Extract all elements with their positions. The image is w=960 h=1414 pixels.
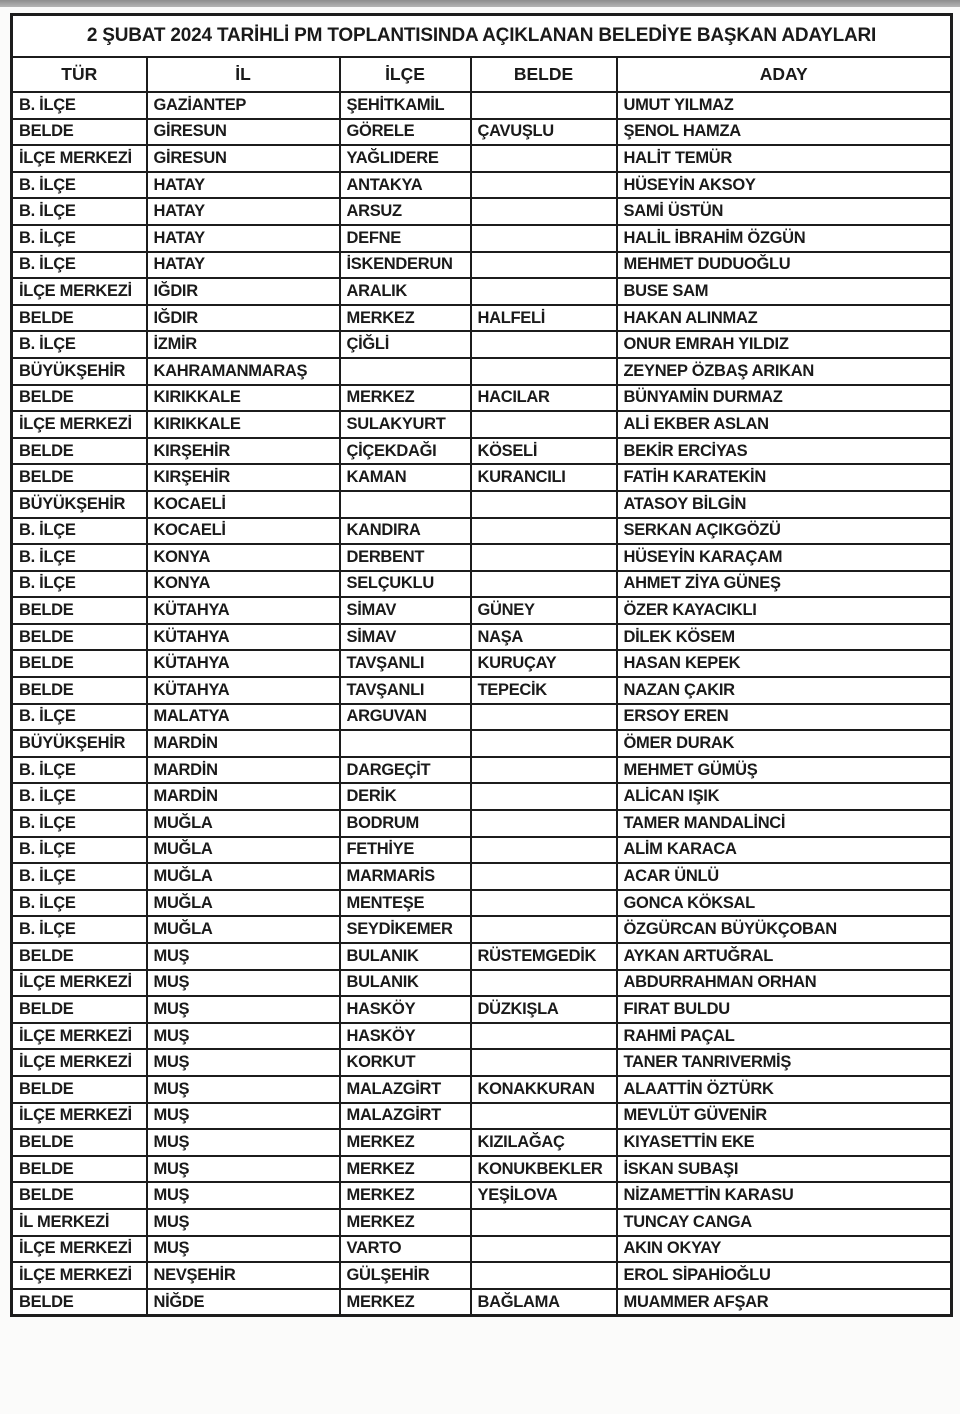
cell-aday: TANER TANRIVERMİŞ — [617, 1049, 952, 1076]
cell-belde: TEPECİK — [471, 677, 617, 704]
cell-il: GİRESUN — [147, 145, 340, 172]
cell-il: KAHRAMANMARAŞ — [147, 358, 340, 385]
cell-ilce: MERKEZ — [340, 305, 471, 332]
cell-belde: DÜZKIŞLA — [471, 996, 617, 1023]
cell-belde — [471, 411, 617, 438]
cell-belde — [471, 757, 617, 784]
cell-tur: BÜYÜKŞEHİR — [12, 491, 147, 518]
cell-il: MARDİN — [147, 730, 340, 757]
cell-belde — [471, 863, 617, 890]
cell-il: GAZİANTEP — [147, 92, 340, 119]
cell-tur: BELDE — [12, 677, 147, 704]
cell-il: IĞDIR — [147, 305, 340, 332]
cell-belde — [471, 198, 617, 225]
cell-il: MUĞLA — [147, 837, 340, 864]
cell-il: MUĞLA — [147, 863, 340, 890]
candidates-table — [10, 13, 953, 1317]
cell-tur: BELDE — [12, 385, 147, 412]
cell-belde — [471, 225, 617, 252]
cell-aday: SERKAN AÇIKGÖZÜ — [617, 518, 952, 545]
cell-aday: FATİH KARATEKİN — [617, 464, 952, 491]
cell-ilce: MERKEZ — [340, 1182, 471, 1209]
cell-il: İZMİR — [147, 331, 340, 358]
cell-tur: BELDE — [12, 597, 147, 624]
cell-tur: B. İLÇE — [12, 544, 147, 571]
cell-ilce: TAVŞANLI — [340, 650, 471, 677]
table-row — [12, 1262, 952, 1289]
table-row — [12, 1023, 952, 1050]
cell-ilce: FETHİYE — [340, 837, 471, 864]
cell-il: MUŞ — [147, 1076, 340, 1103]
cell-tur: B. İLÇE — [12, 518, 147, 545]
title-row — [12, 15, 952, 58]
cell-belde — [471, 571, 617, 598]
scan-edge-strip — [0, 0, 960, 7]
table-row — [12, 331, 952, 358]
cell-ilce: BULANIK — [340, 943, 471, 970]
table-row — [12, 1076, 952, 1103]
cell-ilce: KANDIRA — [340, 518, 471, 545]
table-row — [12, 1129, 952, 1156]
table-row — [12, 1049, 952, 1076]
cell-belde: BAĞLAMA — [471, 1289, 617, 1316]
cell-il: HATAY — [147, 225, 340, 252]
cell-tur: BELDE — [12, 1182, 147, 1209]
cell-il: KIRIKKALE — [147, 411, 340, 438]
cell-tur: B. İLÇE — [12, 331, 147, 358]
cell-belde — [471, 704, 617, 731]
table-row — [12, 225, 952, 252]
cell-il: KOCAELİ — [147, 518, 340, 545]
cell-il: HATAY — [147, 252, 340, 279]
cell-il: MUŞ — [147, 943, 340, 970]
cell-il: MUŞ — [147, 1103, 340, 1130]
cell-aday: ONUR EMRAH YILDIZ — [617, 331, 952, 358]
cell-ilce — [340, 358, 471, 385]
cell-il: MARDİN — [147, 783, 340, 810]
column-header-il: İL — [147, 57, 340, 92]
cell-tur: İLÇE MERKEZİ — [12, 278, 147, 305]
table-body — [12, 92, 952, 1316]
cell-tur: B. İLÇE — [12, 916, 147, 943]
cell-aday: ŞENOL HAMZA — [617, 119, 952, 146]
table-row — [12, 145, 952, 172]
cell-aday: AYKAN ARTUĞRAL — [617, 943, 952, 970]
cell-ilce: BULANIK — [340, 970, 471, 997]
cell-aday: GONCA KÖKSAL — [617, 890, 952, 917]
cell-aday: ALAATTİN ÖZTÜRK — [617, 1076, 952, 1103]
cell-ilce: MARMARİS — [340, 863, 471, 890]
table-row — [12, 438, 952, 465]
cell-belde: HACILAR — [471, 385, 617, 412]
cell-il: MUŞ — [147, 996, 340, 1023]
candidates-table-wrap — [10, 13, 950, 1317]
cell-aday: BUSE SAM — [617, 278, 952, 305]
cell-ilce: KORKUT — [340, 1049, 471, 1076]
cell-tur: BELDE — [12, 650, 147, 677]
cell-tur: B. İLÇE — [12, 837, 147, 864]
cell-belde: KIZILAĞAÇ — [471, 1129, 617, 1156]
cell-il: MUŞ — [147, 1209, 340, 1236]
cell-il: MUŞ — [147, 1156, 340, 1183]
column-header-belde: BELDE — [471, 57, 617, 92]
cell-ilce: SULAKYURT — [340, 411, 471, 438]
cell-ilce: MERKEZ — [340, 1209, 471, 1236]
cell-il: KONYA — [147, 571, 340, 598]
cell-belde: KURUÇAY — [471, 650, 617, 677]
cell-aday: BÜNYAMİN DURMAZ — [617, 385, 952, 412]
cell-ilce: ÇİĞLİ — [340, 331, 471, 358]
cell-aday: MUAMMER AFŞAR — [617, 1289, 952, 1316]
table-row — [12, 1289, 952, 1316]
cell-tur: B. İLÇE — [12, 810, 147, 837]
table-row — [12, 278, 952, 305]
cell-ilce: GÜLŞEHİR — [340, 1262, 471, 1289]
cell-tur: B. İLÇE — [12, 225, 147, 252]
cell-ilce: MALAZGİRT — [340, 1076, 471, 1103]
cell-ilce: ARALIK — [340, 278, 471, 305]
cell-il: KÜTAHYA — [147, 597, 340, 624]
cell-aday: NİZAMETTİN KARASU — [617, 1182, 952, 1209]
cell-aday: ALİM KARACA — [617, 837, 952, 864]
cell-ilce: ÇİÇEKDAĞI — [340, 438, 471, 465]
cell-belde: GÜNEY — [471, 597, 617, 624]
cell-tur: İLÇE MERKEZİ — [12, 1049, 147, 1076]
cell-belde — [471, 278, 617, 305]
cell-ilce: ARGUVAN — [340, 704, 471, 731]
cell-ilce: İSKENDERUN — [340, 252, 471, 279]
table-row — [12, 757, 952, 784]
table-row — [12, 571, 952, 598]
table-row — [12, 916, 952, 943]
cell-tur: B. İLÇE — [12, 92, 147, 119]
cell-tur: BELDE — [12, 1289, 147, 1316]
column-header-tur: TÜR — [12, 57, 147, 92]
cell-aday: HASAN KEPEK — [617, 650, 952, 677]
cell-belde — [471, 1103, 617, 1130]
cell-ilce: DERİK — [340, 783, 471, 810]
table-row — [12, 730, 952, 757]
cell-tur: B. İLÇE — [12, 571, 147, 598]
table-row — [12, 411, 952, 438]
cell-ilce: SİMAV — [340, 624, 471, 651]
cell-belde — [471, 890, 617, 917]
table-row — [12, 597, 952, 624]
cell-belde — [471, 1023, 617, 1050]
cell-tur: BÜYÜKŞEHİR — [12, 730, 147, 757]
table-row — [12, 650, 952, 677]
cell-aday: FIRAT BULDU — [617, 996, 952, 1023]
cell-belde — [471, 145, 617, 172]
cell-tur: BÜYÜKŞEHİR — [12, 358, 147, 385]
cell-ilce: MERKEZ — [340, 385, 471, 412]
table-row — [12, 1182, 952, 1209]
table-row — [12, 863, 952, 890]
cell-belde — [471, 970, 617, 997]
table-row — [12, 783, 952, 810]
cell-aday: HAKAN ALINMAZ — [617, 305, 952, 332]
cell-belde: KONUKBEKLER — [471, 1156, 617, 1183]
column-header-aday: ADAY — [617, 57, 952, 92]
cell-il: KÜTAHYA — [147, 624, 340, 651]
cell-ilce: YAĞLIDERE — [340, 145, 471, 172]
table-row — [12, 252, 952, 279]
cell-aday: MEHMET GÜMÜŞ — [617, 757, 952, 784]
table-row — [12, 1156, 952, 1183]
cell-tur: BELDE — [12, 305, 147, 332]
cell-belde — [471, 172, 617, 199]
cell-belde — [471, 837, 617, 864]
cell-ilce: MALAZGİRT — [340, 1103, 471, 1130]
cell-aday: ÖMER DURAK — [617, 730, 952, 757]
table-row — [12, 1209, 952, 1236]
cell-il: NİĞDE — [147, 1289, 340, 1316]
cell-il: MUĞLA — [147, 916, 340, 943]
table-row — [12, 890, 952, 917]
cell-tur: BELDE — [12, 1076, 147, 1103]
cell-ilce: HASKÖY — [340, 1023, 471, 1050]
cell-belde — [471, 783, 617, 810]
cell-belde — [471, 1209, 617, 1236]
table-row — [12, 624, 952, 651]
cell-aday: EROL SİPAHİOĞLU — [617, 1262, 952, 1289]
table-row — [12, 970, 952, 997]
cell-belde — [471, 491, 617, 518]
cell-aday: HÜSEYİN AKSOY — [617, 172, 952, 199]
cell-ilce: MENTEŞE — [340, 890, 471, 917]
cell-aday: ÖZGÜRCAN BÜYÜKÇOBAN — [617, 916, 952, 943]
cell-tur: B. İLÇE — [12, 704, 147, 731]
table-row — [12, 305, 952, 332]
cell-il: KÜTAHYA — [147, 650, 340, 677]
cell-aday: ERSOY EREN — [617, 704, 952, 731]
table-row — [12, 837, 952, 864]
cell-tur: İLÇE MERKEZİ — [12, 1023, 147, 1050]
cell-aday: ALİCAN IŞIK — [617, 783, 952, 810]
cell-aday: İSKAN SUBAŞI — [617, 1156, 952, 1183]
cell-ilce: ŞEHİTKAMİL — [340, 92, 471, 119]
table-row — [12, 518, 952, 545]
cell-ilce: ARSUZ — [340, 198, 471, 225]
cell-tur: BELDE — [12, 1156, 147, 1183]
cell-tur: İLÇE MERKEZİ — [12, 1262, 147, 1289]
table-row — [12, 704, 952, 731]
cell-tur: İLÇE MERKEZİ — [12, 145, 147, 172]
cell-tur: İLÇE MERKEZİ — [12, 411, 147, 438]
cell-tur: BELDE — [12, 464, 147, 491]
cell-tur: B. İLÇE — [12, 252, 147, 279]
table-row — [12, 198, 952, 225]
cell-ilce: ANTAKYA — [340, 172, 471, 199]
cell-il: HATAY — [147, 172, 340, 199]
cell-aday: ZEYNEP ÖZBAŞ ARIKAN — [617, 358, 952, 385]
cell-aday: HALİT TEMÜR — [617, 145, 952, 172]
cell-aday: ABDURRAHMAN ORHAN — [617, 970, 952, 997]
cell-il: KIRŞEHİR — [147, 464, 340, 491]
cell-belde — [471, 358, 617, 385]
cell-ilce: MERKEZ — [340, 1129, 471, 1156]
cell-aday: ATASOY BİLGİN — [617, 491, 952, 518]
cell-tur: İL MERKEZİ — [12, 1209, 147, 1236]
cell-belde: KÖSELİ — [471, 438, 617, 465]
cell-il: MUŞ — [147, 970, 340, 997]
cell-aday: MEVLÜT GÜVENİR — [617, 1103, 952, 1130]
table-row — [12, 491, 952, 518]
column-header-ilce: İLÇE — [340, 57, 471, 92]
table-row — [12, 385, 952, 412]
table-row — [12, 677, 952, 704]
cell-tur: BELDE — [12, 943, 147, 970]
table-row — [12, 464, 952, 491]
cell-belde: ÇAVUŞLU — [471, 119, 617, 146]
cell-aday: AHMET ZİYA GÜNEŞ — [617, 571, 952, 598]
table-row — [12, 1103, 952, 1130]
cell-ilce — [340, 491, 471, 518]
cell-aday: DİLEK KÖSEM — [617, 624, 952, 651]
cell-aday: SAMİ ÜSTÜN — [617, 198, 952, 225]
cell-aday: RAHMİ PAÇAL — [617, 1023, 952, 1050]
cell-belde — [471, 810, 617, 837]
cell-il: KONYA — [147, 544, 340, 571]
table-row — [12, 544, 952, 571]
cell-tur: BELDE — [12, 624, 147, 651]
cell-belde — [471, 252, 617, 279]
cell-aday: TUNCAY CANGA — [617, 1209, 952, 1236]
cell-ilce: TAVŞANLI — [340, 677, 471, 704]
cell-il: MALATYA — [147, 704, 340, 731]
cell-aday: ÖZER KAYACIKLI — [617, 597, 952, 624]
cell-il: MUŞ — [147, 1023, 340, 1050]
cell-aday: HÜSEYİN KARAÇAM — [617, 544, 952, 571]
cell-belde — [471, 730, 617, 757]
cell-belde: RÜSTEMGEDİK — [471, 943, 617, 970]
cell-aday: MEHMET DUDUOĞLU — [617, 252, 952, 279]
cell-ilce: KAMAN — [340, 464, 471, 491]
cell-ilce: BODRUM — [340, 810, 471, 837]
cell-ilce: MERKEZ — [340, 1156, 471, 1183]
table-head — [12, 15, 952, 93]
cell-aday: TAMER MANDALİNCİ — [617, 810, 952, 837]
document-title: 2 ŞUBAT 2024 TARİHLİ PM TOPLANTISINDA AÇIKLANAN BELEDİYE BAŞKAN ADAYLARI — [12, 15, 952, 58]
cell-belde — [471, 92, 617, 119]
cell-il: HATAY — [147, 198, 340, 225]
cell-ilce: DEFNE — [340, 225, 471, 252]
cell-tur: B. İLÇE — [12, 757, 147, 784]
cell-tur: B. İLÇE — [12, 890, 147, 917]
cell-belde — [471, 1049, 617, 1076]
cell-il: KOCAELİ — [147, 491, 340, 518]
table-row — [12, 1236, 952, 1263]
cell-il: KIRŞEHİR — [147, 438, 340, 465]
cell-tur: B. İLÇE — [12, 198, 147, 225]
cell-belde — [471, 1262, 617, 1289]
cell-belde: YEŞİLOVA — [471, 1182, 617, 1209]
cell-tur: B. İLÇE — [12, 172, 147, 199]
cell-tur: İLÇE MERKEZİ — [12, 1236, 147, 1263]
table-row — [12, 810, 952, 837]
table-row — [12, 996, 952, 1023]
cell-ilce: SEYDİKEMER — [340, 916, 471, 943]
cell-aday: BEKİR ERCİYAS — [617, 438, 952, 465]
cell-tur: B. İLÇE — [12, 783, 147, 810]
cell-ilce: SİMAV — [340, 597, 471, 624]
table-row — [12, 943, 952, 970]
cell-aday: NAZAN ÇAKIR — [617, 677, 952, 704]
cell-belde: NAŞA — [471, 624, 617, 651]
cell-belde — [471, 518, 617, 545]
table-row — [12, 92, 952, 119]
cell-il: MARDİN — [147, 757, 340, 784]
cell-il: MUŞ — [147, 1236, 340, 1263]
cell-il: IĞDIR — [147, 278, 340, 305]
cell-ilce — [340, 730, 471, 757]
table-row — [12, 119, 952, 146]
cell-tur: BELDE — [12, 996, 147, 1023]
cell-il: KÜTAHYA — [147, 677, 340, 704]
cell-il: KIRIKKALE — [147, 385, 340, 412]
cell-ilce: DARGEÇİT — [340, 757, 471, 784]
cell-tur: İLÇE MERKEZİ — [12, 1103, 147, 1130]
cell-belde: KURANCILI — [471, 464, 617, 491]
cell-aday: ALİ EKBER ASLAN — [617, 411, 952, 438]
cell-belde: KONAKKURAN — [471, 1076, 617, 1103]
cell-aday: ACAR ÜNLÜ — [617, 863, 952, 890]
cell-ilce: SELÇUKLU — [340, 571, 471, 598]
cell-belde — [471, 916, 617, 943]
cell-il: MUŞ — [147, 1182, 340, 1209]
cell-il: MUŞ — [147, 1129, 340, 1156]
cell-belde: HALFELİ — [471, 305, 617, 332]
cell-il: MUŞ — [147, 1049, 340, 1076]
cell-aday: KIYASETTİN EKE — [617, 1129, 952, 1156]
column-header-row — [12, 57, 952, 92]
cell-ilce: VARTO — [340, 1236, 471, 1263]
cell-il: NEVŞEHİR — [147, 1262, 340, 1289]
cell-il: MUĞLA — [147, 810, 340, 837]
cell-il: GİRESUN — [147, 119, 340, 146]
cell-ilce: HASKÖY — [340, 996, 471, 1023]
cell-il: MUĞLA — [147, 890, 340, 917]
cell-tur: BELDE — [12, 119, 147, 146]
cell-aday: HALİL İBRAHİM ÖZGÜN — [617, 225, 952, 252]
cell-tur: İLÇE MERKEZİ — [12, 970, 147, 997]
cell-ilce: DERBENT — [340, 544, 471, 571]
cell-belde — [471, 331, 617, 358]
cell-ilce: GÖRELE — [340, 119, 471, 146]
cell-belde — [471, 1236, 617, 1263]
cell-tur: BELDE — [12, 438, 147, 465]
table-row — [12, 358, 952, 385]
cell-ilce: MERKEZ — [340, 1289, 471, 1316]
table-row — [12, 172, 952, 199]
cell-tur: B. İLÇE — [12, 863, 147, 890]
cell-aday: UMUT YILMAZ — [617, 92, 952, 119]
cell-belde — [471, 544, 617, 571]
cell-aday: AKIN OKYAY — [617, 1236, 952, 1263]
cell-tur: BELDE — [12, 1129, 147, 1156]
